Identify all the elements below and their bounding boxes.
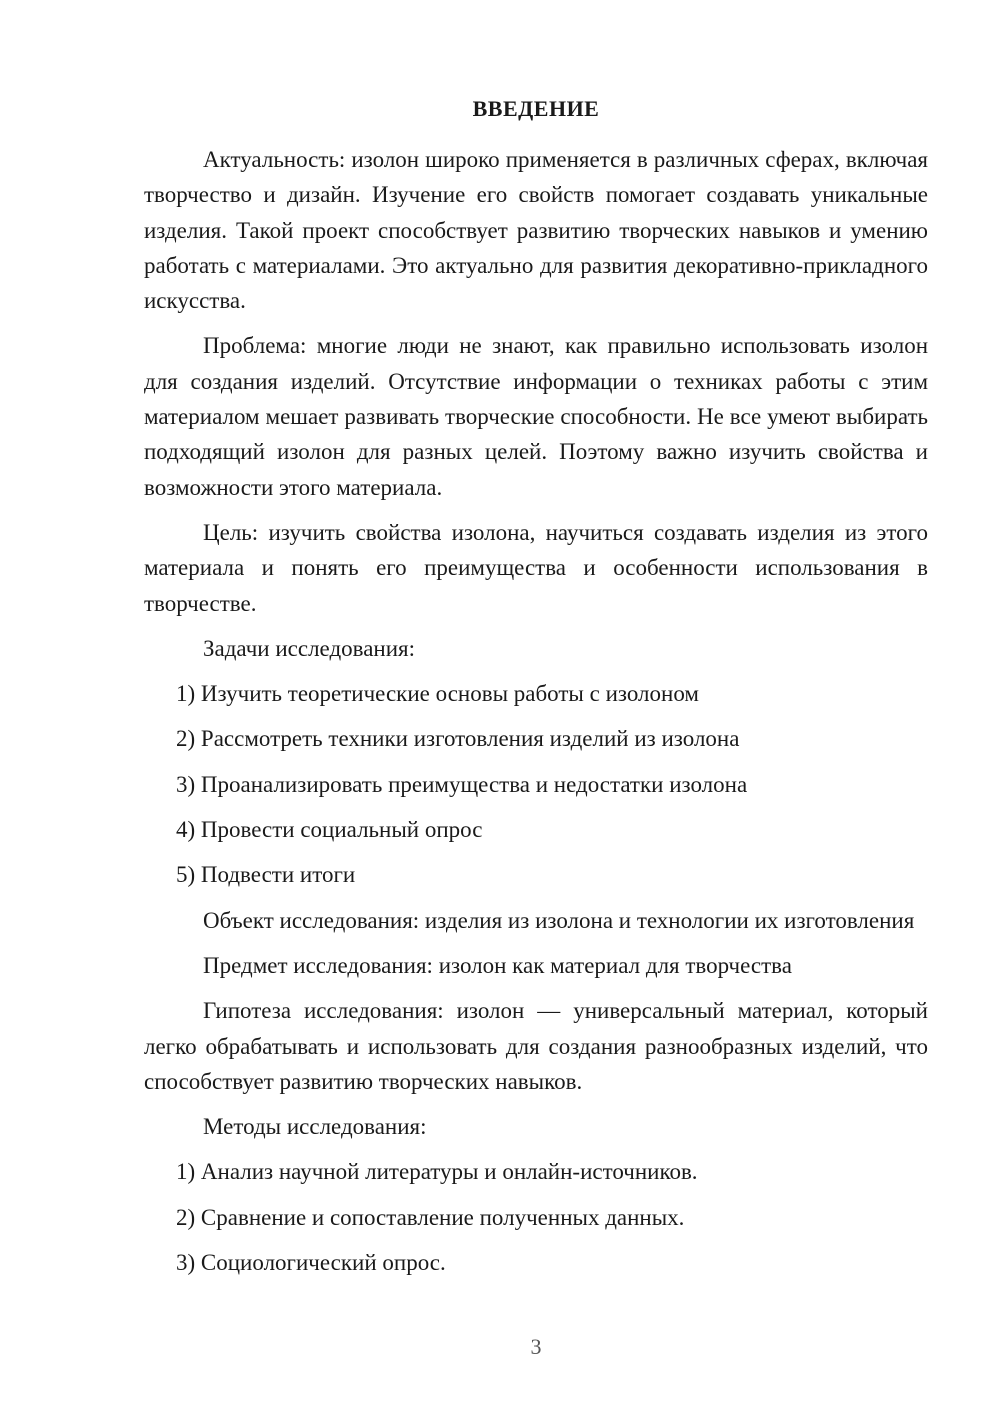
tasks-list — [144, 676, 928, 892]
goal-paragraph: Цель: изучить свойства изолона, научиться создавать изделия из этого материала и понять его преимущества и особенности использования в творчестве. — [144, 519, 928, 616]
list-item: 2) Сравнение и сопоставление полученных данных. — [176, 1204, 685, 1230]
page-body — [144, 142, 928, 1290]
list-item: 1) Изучить теоретические основы работы с изолоном — [176, 681, 699, 707]
hypothesis-paragraph: Гипотеза исследования: изолон — универсальный материал, который легко обрабатывать и использовать для создания разнообразных изделий, что способствует развитию творческих навыков. — [144, 998, 928, 1094]
list-item: 2) Рассмотреть техники изготовления изделий из изолона — [176, 726, 740, 752]
tasks-heading: Задачи исследования: — [203, 635, 416, 661]
list-item: 3) Проанализировать преимущества и недостатки изолона — [176, 771, 748, 797]
relevance-paragraph: Актуальность: изолон широко применяется в различных сферах, включая творчество и дизайн. Изучение его свойств помогает создавать уникальные изделия. Такой проект способствует развитию творческих навыков и умению работать с материалами. Это актуально для развития декоративно-прикладного искусства. — [144, 147, 928, 314]
problem-paragraph: Проблема: многие люди не знают, как правильно использовать изолон для создания изделий. Отсутствие информации о техниках работы с этим материалом мешает развивать творческие способности. Не все умеют выбирать подходящий изолон для разных целей. Поэтому важно изучить свойства и возможности этого материала. — [144, 333, 928, 500]
list-item: 3) Социологический опрос. — [176, 1250, 446, 1276]
subject-paragraph: Предмет исследования: изолон как материал для творчества — [203, 952, 792, 978]
list-item: 5) Подвести итоги — [176, 862, 356, 888]
list-item: 4) Провести социальный опрос — [176, 817, 483, 843]
list-item: 1) Анализ научной литературы и онлайн-источников. — [176, 1159, 698, 1185]
object-paragraph: Объект исследования: изделия из изолона и технологии их изготовления — [203, 907, 915, 933]
page-number: 3 — [530, 1334, 542, 1359]
methods-heading: Методы исследования: — [203, 1114, 427, 1140]
methods-list — [144, 1154, 928, 1280]
page-title: ВВЕДЕНИЕ — [472, 96, 600, 121]
